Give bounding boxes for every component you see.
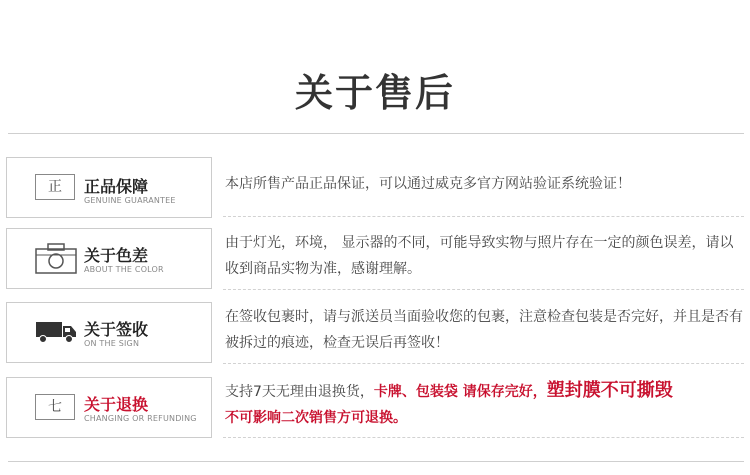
refund-text-end: 不可影响二次销售方可退换。 bbox=[225, 410, 407, 426]
top-divider bbox=[8, 133, 744, 134]
bottom-divider bbox=[8, 461, 744, 462]
section-card-color bbox=[6, 228, 212, 289]
section-text-color: 由于灯光，环境， 显示器的不同，可能导致实物与照片存在一定的颜色误差，请以收到商品实物为准，感谢理解。 bbox=[225, 235, 734, 277]
refund-text-plain: 支持7天无理由退换货， bbox=[225, 384, 374, 400]
section-title: 关于签收 bbox=[84, 320, 149, 339]
section-card-refund bbox=[6, 377, 212, 438]
section-card-genuine bbox=[6, 157, 212, 218]
section-text-refund bbox=[225, 378, 745, 431]
section-subtitle: CHANGING OR REFUNDING bbox=[84, 414, 197, 423]
section-subtitle: ON THE SIGN bbox=[84, 339, 140, 348]
section-text-genuine: 本店所售产品正品保证，可以通过威克多官方网站验证系统验证！ bbox=[225, 176, 631, 192]
dashed-divider bbox=[223, 216, 744, 217]
section-card-sign bbox=[6, 302, 212, 363]
section-subtitle: ABOUT THE COLOR bbox=[84, 265, 164, 274]
section-title: 正品保障 bbox=[84, 177, 149, 196]
dashed-divider bbox=[223, 437, 744, 438]
refund-text-red: 卡牌、包装袋 请保存完好， bbox=[373, 384, 547, 400]
seven-days-icon: 七 bbox=[35, 394, 75, 420]
camera-icon bbox=[35, 242, 77, 274]
section-subtitle: GENUINE GUARANTEE bbox=[84, 196, 176, 205]
section-title: 关于退换 bbox=[84, 395, 149, 414]
dashed-divider bbox=[223, 289, 744, 290]
dashed-divider bbox=[223, 363, 744, 364]
section-text-sign: 在签收包裹时，请与派送员当面验收您的包裹，注意检查包装是否完好，并且是否有被拆过的痕迹，检查无误后再签收！ bbox=[225, 309, 743, 351]
truck-icon bbox=[35, 320, 77, 344]
quality-icon: 正 bbox=[35, 174, 75, 200]
page-title: 关于售后 bbox=[294, 71, 455, 115]
refund-text-highlight: 塑封膜不可撕毁 bbox=[546, 380, 673, 401]
section-title: 关于色差 bbox=[84, 246, 149, 265]
